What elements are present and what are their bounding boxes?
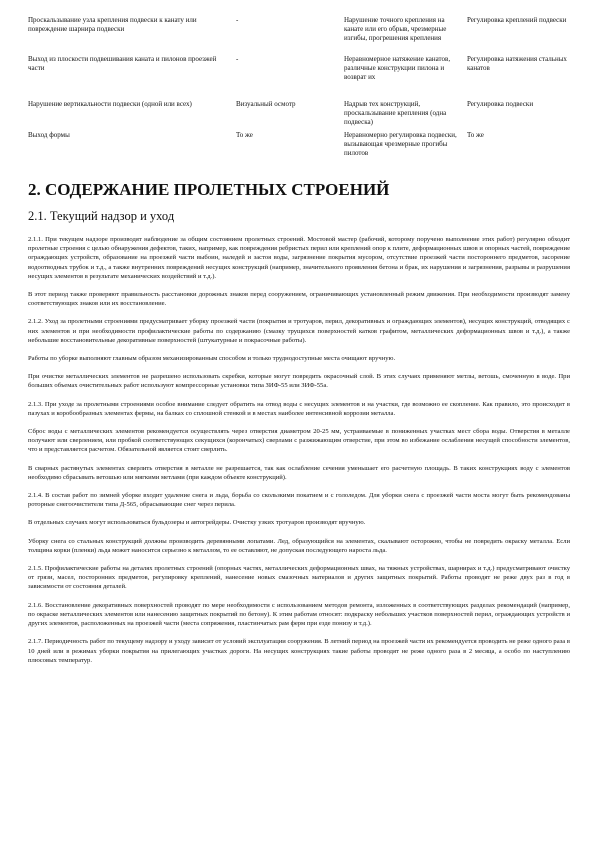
section-title: 2. СОДЕРЖАНИЕ ПРОЛЕТНЫХ СТРОЕНИЙ [28, 180, 390, 199]
table-cell-consequence: Неравномерно регулировка подвески, вызывающая чрезмерные прогибы пилотов [344, 131, 457, 157]
paragraph: Сброс воды с металлических элементов рекомендуется осуществлять через отверстия диаметром 20-25 мм, устраиваемые в пониженных участках мест сбора воды. Отверстия в металле получают или сверлением, или пробкой соответствующих секущихся (корончатых) сверлами с разжижающим отверстие, при этом во избежание ослабления несущей способности элементов, что и представляется расчетом. Обязательной является стоит сверлить. [28, 428, 570, 454]
paragraph: 2.1.5. Профилактические работы на деталях пролетных строений (опорных частях, металлических деформационных швах, на тяжных устройствах, шарнирах и т.д.) предусматривают очистку от грязи, масел, посторонних предметов, регулировку креплений, нанесение новых смазочных материалов и других защитных покрытий. Работы проводят не реже двух раз в год в зависимости от состояния деталей. [28, 565, 570, 591]
paragraph: 2.1.3. При уходе за пролетными строениями особое внимание следует обратить на отвод воды с несущих элементов и на участки, где возможно ее скопление. Как правило, это происходит в пазухах и коробообразных элементах фермы, на балках со сплошной стенкой и в местах наиболее интенсивной коррозии металла. [28, 400, 570, 417]
paragraph: В этот период также проверяют правильность расстановки дорожных знаков перед сооружением, ограничивающих установленный режим движения. При необходимости производят замену соответствующих знаков или их восстановление. [28, 291, 570, 308]
table-cell-defect: Выход формы [28, 131, 70, 139]
table-cell-defect: Проскальзывание узла крепления подвески к канату или повреждение шарнира подвески [28, 16, 197, 33]
table-row [28, 131, 580, 161]
table-cell-measure: Регулировка подвески [467, 100, 534, 108]
table-cell-method: - [236, 16, 239, 24]
table-row [28, 55, 580, 100]
table-cell-measure: Регулировка креплений подвески [467, 16, 567, 24]
subsection-title: 2.1. Текущий надзор и уход [28, 209, 175, 223]
table-cell-measure: То же [467, 131, 484, 139]
table-cell-defect: Выход из плоскости подвешивания каната и пилонов проезжей части [28, 55, 217, 72]
table-row [28, 16, 580, 55]
table-cell-defect: Нарушение вертикальности подвески (одной или всех) [28, 100, 192, 108]
paragraph: 2.1.7. Периодичность работ по текущему надзору и уходу зависит от условий эксплуатации сооружения. В летний период на проезжей части их рекомендуется проводить не реже одного раза в 10 дней или в режимах уборки покрытия на прилегающих участках дороги. На несущих конструкциях такие работы проводят не реже одного раза в 2 месяца, а особо по наступлению плюсовых температур. [28, 638, 570, 664]
table-cell-measure: Регулировка натяжения стальных канатов [467, 55, 567, 72]
table-cell-consequence: Надрыв тех конструкций, проскальзывание крепления (одна подвеска) [344, 100, 447, 126]
table-cell-method: Визуальный осмотр [236, 100, 296, 108]
table-cell-consequence: Нарушение точного крепления на канате или его обрыв, чрезмерные изгибы, прогрешения крепления [344, 16, 447, 42]
table-row [28, 100, 580, 131]
table-cell-consequence: Неравномерное натяжение канатов, различные конструкции пилона и возврат их [344, 55, 451, 81]
paragraph: При очистке металлических элементов не разрешено использовать скребки, которые могут повредить окрасочный слой. В этих случаях применяют метлы, ветошь, смоченную в воде. При больших объемах очистительных работ используют компрессорные установки типа ЗИФ-55 или ЗИФ-55а. [28, 373, 570, 390]
paragraph: 2.1.2. Уход за пролетными строениями предусматривает уборку проезжей части (покрытия и тротуаров, перил, декоративных и ограждающих элементов), несущих конструкций, отводящих с них элементов и при необходимости профилактические работы по содержанию (смазку трущихся поверхностей катков графитом, металлических деформационных швов и т.д.), а также небольшие восстановительные декоративные поверхностей (штукатурные и покрасочные работы). [28, 318, 570, 344]
table-cell-method: - [236, 55, 239, 63]
defects-table [28, 16, 580, 161]
paragraph: Работы по уборке выполняют главным образом механизированным способом и только труднодоступные места очищают вручную. [28, 355, 396, 363]
paragraph: 2.1.4. В состав работ по зимней уборке входит удаление снега и льда, борьба со скользкими покатием и с гололедом. Для уборки снега с проезжей части моста могут быть рекомендованы роторные снегоочистители типа Д-565, обрасывающие снег через перила. [28, 492, 570, 509]
paragraph: 2.1.1. При текущем надзоре производят наблюдение за общим состоянием пролетных строений. Мостовой мастер (рабочий, которому поручено выполнение этих работ) регулярно обходит пролетные строения с целью обнаружения дефектов, таких, например, как повреждения ребристых перил или креплений опор к плите, деформационных швов и опорных частей, повреждение ограждающих устройств, образование на проезжей части выбоин, наледей и застоя воды, загрязнение покрытия мусором, отсутствие проезжей части постороннего предметов, засорение водоотводных трубок и т.д., а также внутренних повреждений несущих конструкций (например, значительного проявления бетона и брак, их нарушения и загрязнения, разрывы и разрушения несущих элементов в результате механических воздействий и т.д.). [28, 236, 570, 280]
section-body [28, 235, 570, 674]
paragraph: 2.1.6. Восстановление декоративных поверхностей проводят по мере необходимости с использованием методов ремонта, изложенных в соответствующих разделах рекомендаций (например, по окраске металлических элементов или нанесению защитных покрытий по бетону). К этим работам относят: подкраску небольших участков поверхностей перил, ограждающих устройств и других элементов, расположенных на проезжей части (места сопряжения, пластинчатых рам ферм при езде понизу и т.д.). [28, 601, 570, 628]
table-cell-method: То же [236, 131, 253, 139]
paragraph: В сварных растянутых элементах сверлить отверстия в металле не разрешается, так как ослабление сечения уменьшает его расчетную площадь. В таких конструкциях воду с элементов необходимо сбрасывать ветошью или мягкими метлами (при каждом объекте конструкций). [28, 464, 570, 481]
paragraph: В отдельных случаях могут использоваться бульдозеры и автогрейдеры. Очистку узких тротуаров производят вручную. [28, 519, 366, 527]
paragraph: Уборку снега со стальных конструкций должны производить деревянными лопатами. Лед, образующийся на элементах, скалывают осторожно, чтобы не повредить окраску металла. Если толщина корки (пленки) льда может наносится серьезно к металлом, то ее оставляют, не допуская последующего нароста льда. [28, 537, 570, 554]
